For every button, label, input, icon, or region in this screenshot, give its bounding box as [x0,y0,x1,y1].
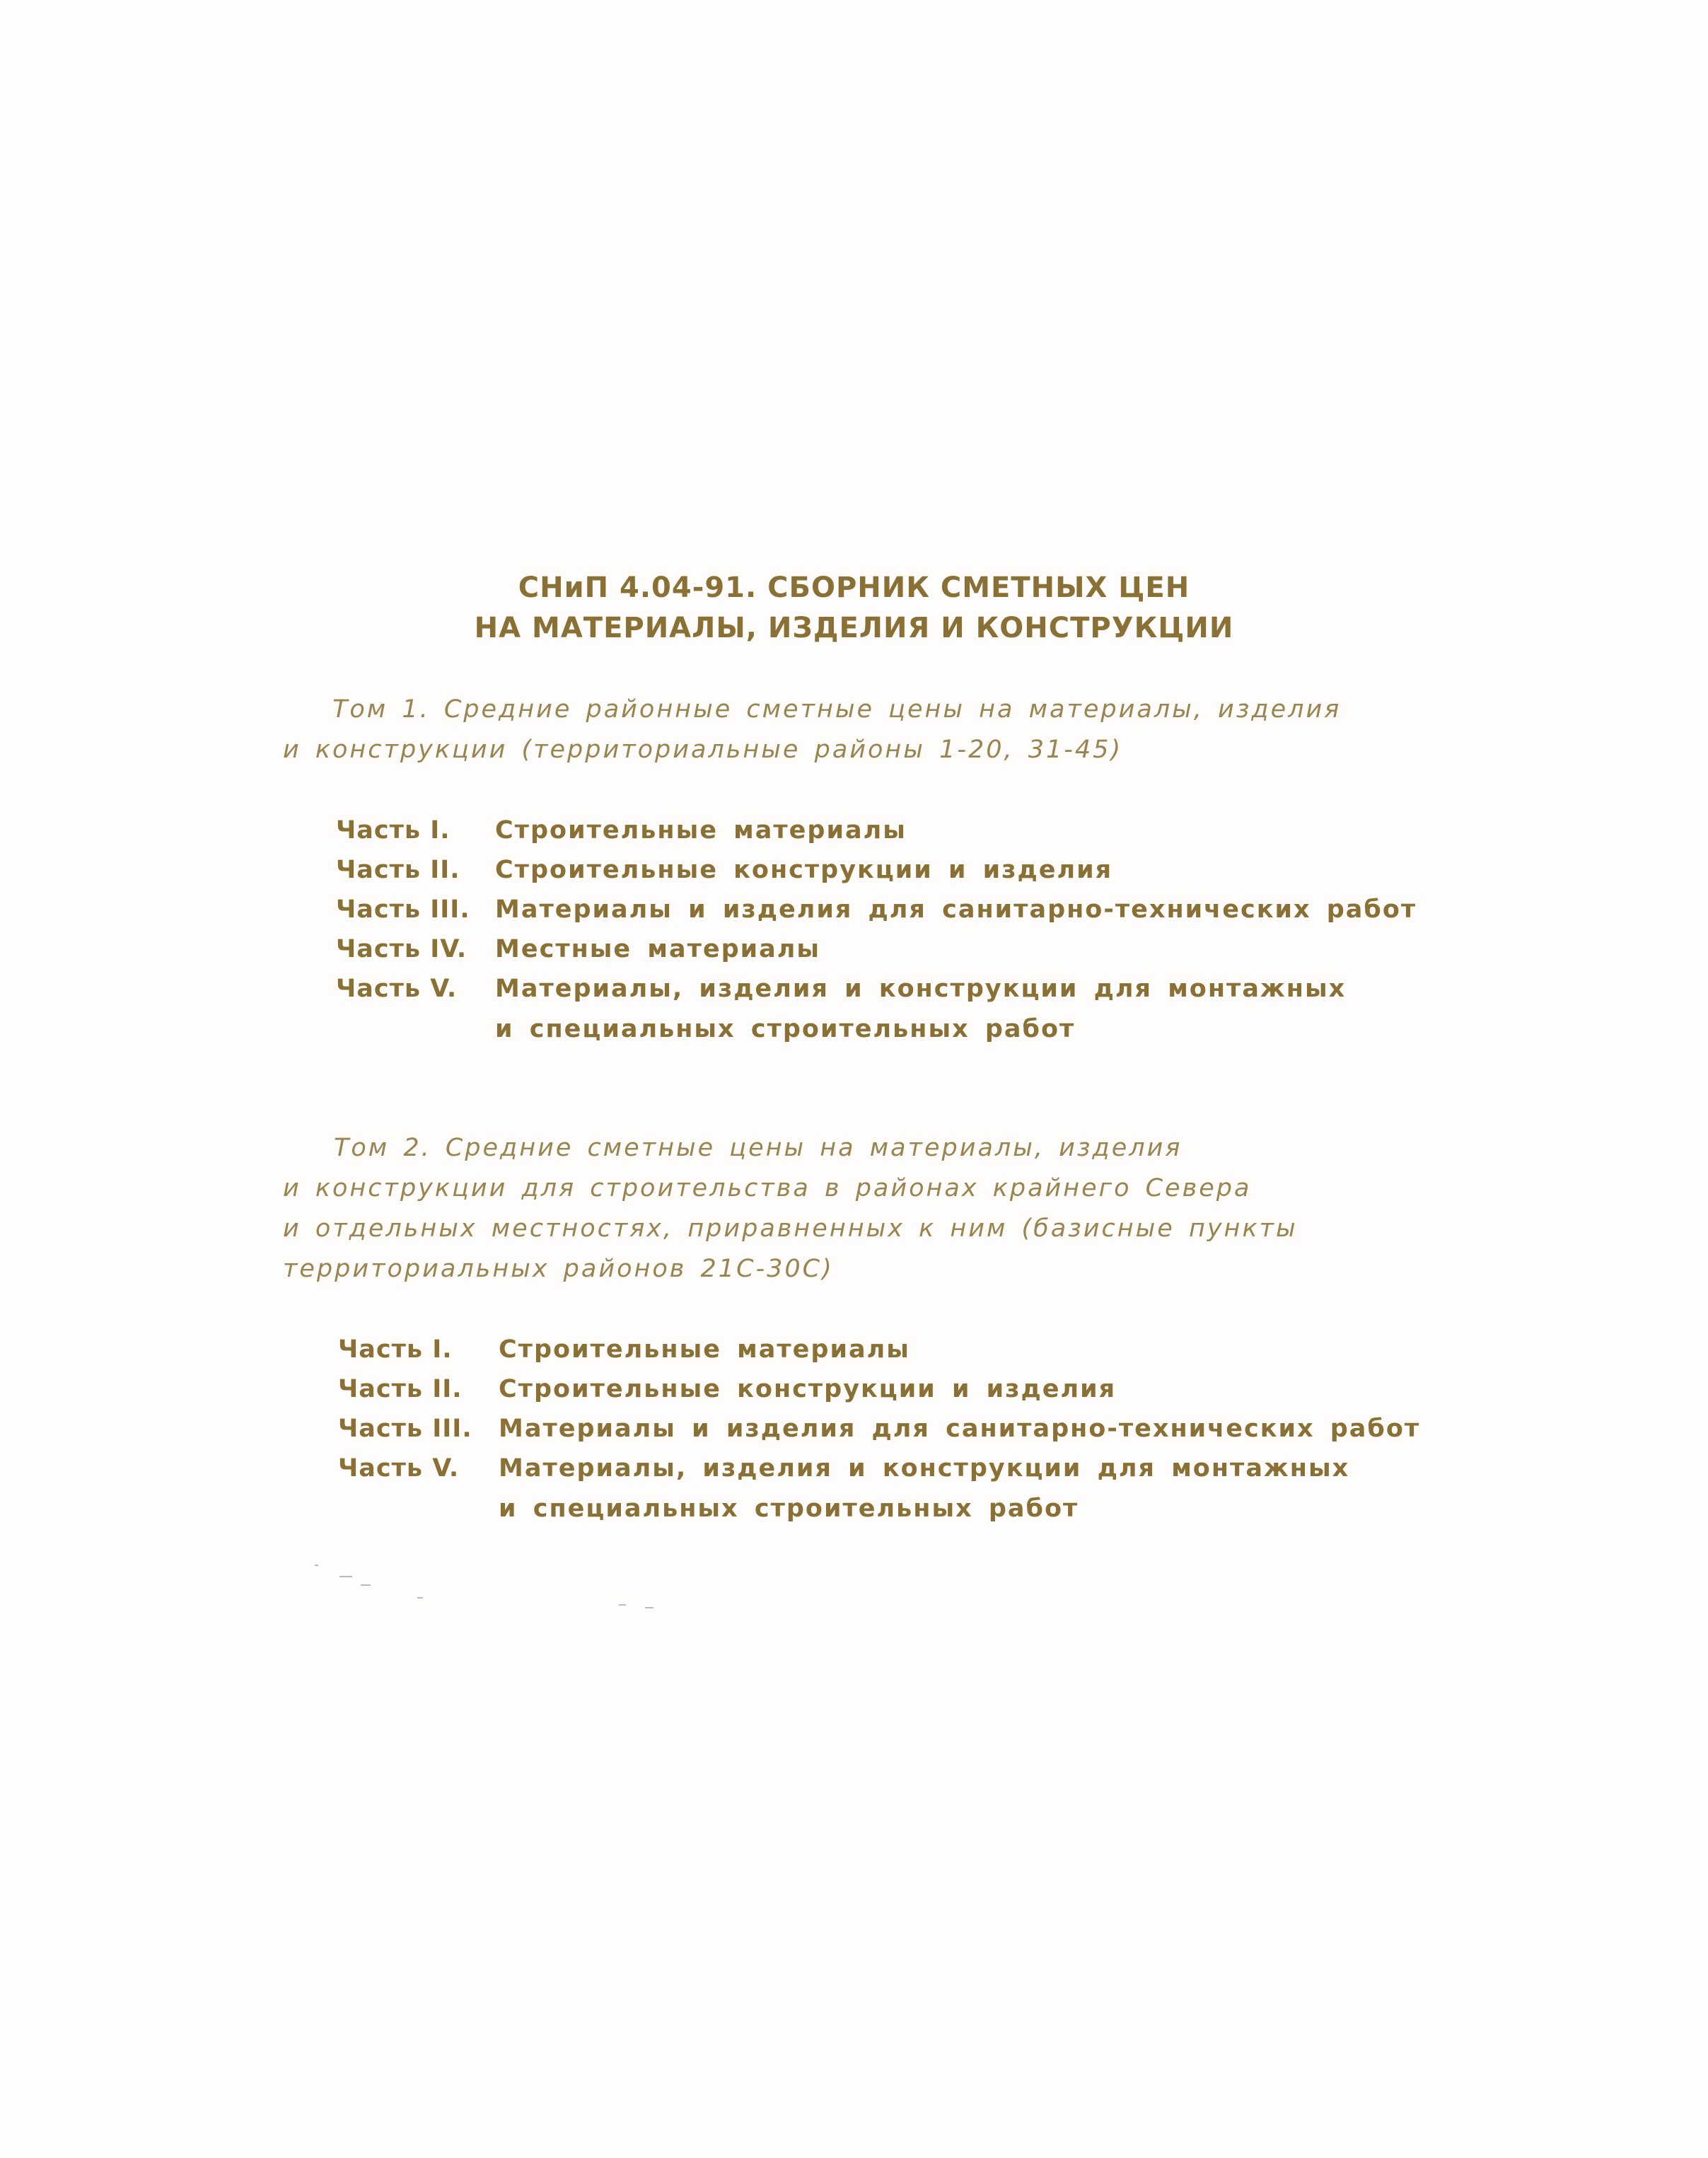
part-title-continuation: и специальных строительных работ [499,1495,1079,1523]
part-title: Материалы, изделия и конструкции для монтажных [499,1454,1350,1483]
tom-1-description-line: Том 1. Средние районные сметные цены на материалы, изделия [332,695,1342,724]
tom-1-description-line: и конструкции (территориальные районы 1-20, 31-45) [283,736,1123,764]
scan-speck [361,1584,371,1586]
scan-speck [645,1607,653,1608]
part-label: Часть IV. [336,935,467,963]
part-title: Строительные конструкции и изделия [499,1375,1117,1403]
tom-2-description-line: территориальных районов 21С-30С) [283,1255,834,1283]
part-label: Часть III. [336,895,470,924]
scan-speck [417,1597,423,1599]
part-label: Часть V. [338,1454,460,1483]
part-label: Часть II. [338,1375,463,1403]
document-title-line-2: НА МАТЕРИАЛЫ, ИЗДЕЛИЯ И КОНСТРУКЦИИ [474,612,1234,644]
part-title-continuation: и специальных строительных работ [495,1015,1076,1043]
tom-2-description-line: Том 2. Средние сметные цены на материалы, изделия [334,1134,1183,1162]
part-label: Часть I. [336,816,451,845]
tom-2-description-line: и конструкции для строительства в районах крайнего Севера [283,1174,1252,1202]
scan-speck [315,1565,318,1566]
part-title: Местные материалы [495,935,821,963]
part-title: Строительные материалы [495,816,907,845]
scan-speck [339,1576,352,1577]
part-label: Часть III. [338,1415,472,1443]
part-title: Строительные конструкции и изделия [495,856,1113,884]
part-title: Материалы, изделия и конструкции для монтажных [495,975,1347,1003]
scan-speck [619,1604,626,1606]
document-title-line-1: СНиП 4.04-91. СБОРНИК СМЕТНЫХ ЦЕН [518,572,1190,604]
tom-2-description-line: и отдельных местностях, приравненных к ним (базисные пункты [283,1214,1298,1243]
part-label: Часть II. [336,856,460,884]
part-title: Материалы и изделия для санитарно-технических работ [499,1415,1421,1443]
part-title: Материалы и изделия для санитарно-технических работ [495,895,1417,924]
part-title: Строительные материалы [499,1335,910,1364]
part-label: Часть I. [338,1335,453,1364]
part-label: Часть V. [336,975,458,1003]
